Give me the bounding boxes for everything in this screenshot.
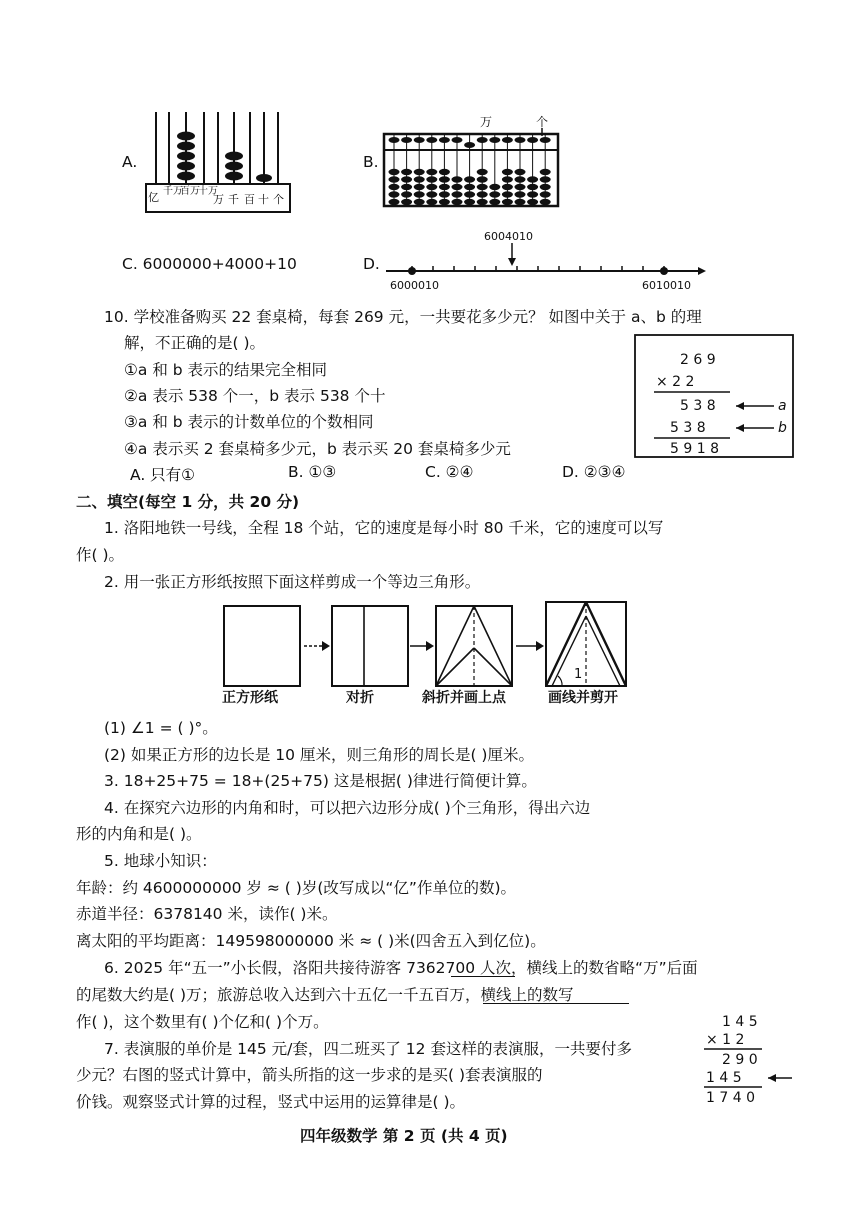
abacus-bead bbox=[527, 137, 538, 143]
abacus-bead bbox=[515, 137, 526, 143]
number-line-figure bbox=[380, 226, 710, 292]
abacus-bead bbox=[389, 199, 400, 205]
abacus-bead bbox=[527, 191, 538, 197]
abacus-bead bbox=[426, 191, 437, 197]
abacus-bead bbox=[414, 199, 425, 205]
calc10-row1: 2 6 9 bbox=[680, 352, 716, 368]
abacus-bead bbox=[502, 184, 513, 190]
abacus-bead bbox=[477, 199, 488, 205]
abacus-a-figure bbox=[140, 108, 292, 218]
q10-choice-b: B. ①③ bbox=[288, 463, 337, 481]
calc10-row2: × 2 2 bbox=[656, 374, 695, 390]
abacus-bead bbox=[414, 169, 425, 175]
abacus-bead bbox=[426, 199, 437, 205]
abacus-a-label: 千万 bbox=[163, 186, 183, 197]
calc10-row4: 5 3 8 bbox=[670, 420, 706, 436]
q6-underline-income bbox=[483, 1003, 629, 1004]
abacus-bead bbox=[452, 176, 463, 182]
number-line-top-label: 6004010 bbox=[484, 230, 533, 243]
fig-label-oblique: 斜折并画上点 bbox=[422, 690, 506, 706]
abacus-bead bbox=[389, 176, 400, 182]
abacus-bead bbox=[477, 184, 488, 190]
abacus-bead bbox=[439, 199, 450, 205]
abacus-bead bbox=[439, 191, 450, 197]
abacus-bead bbox=[489, 199, 500, 205]
abacus-bead bbox=[489, 137, 500, 143]
abacus-bead bbox=[414, 191, 425, 197]
fig-label-square: 正方形纸 bbox=[222, 690, 278, 706]
abacus-bead bbox=[414, 137, 425, 143]
abacus-bead bbox=[389, 191, 400, 197]
q10-option-4: ④a 表示买 2 套桌椅多少元，b 表示买 20 套桌椅多少元 bbox=[124, 440, 511, 458]
abacus-bead bbox=[477, 137, 488, 143]
abacus-bead bbox=[515, 176, 526, 182]
section2-title: 二、填空(每空 1 分，共 20 分) bbox=[76, 493, 300, 511]
s2-q2-sub2: (2) 如果正方形的边长是 10 厘米，则三角形的周长是( )厘米。 bbox=[104, 746, 534, 764]
abacus-a-label: 千 bbox=[228, 193, 239, 206]
abacus-bead bbox=[464, 184, 475, 190]
abacus-bead bbox=[439, 137, 450, 143]
calc10-a-label: a bbox=[778, 398, 787, 414]
q10-option-2: ②a 表示 538 个一，b 表示 538 个十 bbox=[124, 387, 386, 405]
q10-choice-c: C. ②④ bbox=[425, 463, 474, 481]
abacus-bead bbox=[401, 169, 412, 175]
option-b-label: B. bbox=[363, 153, 379, 171]
s2-q3: 3. 18+25+75 = 18+(25+75) 这是根据( )律进行简便计算。 bbox=[104, 772, 537, 790]
s2-q6-line2: 的尾数大约是( )万；旅游总收入达到六十五亿一千五百万，横线上的数写 bbox=[76, 986, 574, 1004]
s2-q7-line3: 价钱。观察竖式计算的过程，竖式中运用的运算律是( )。 bbox=[76, 1093, 466, 1111]
s2-q5-distance: 离太阳的平均距离：149598000000 米 ≈ ( )米(四舍五入到亿位)。 bbox=[76, 932, 546, 950]
abacus-bead bbox=[477, 176, 488, 182]
abacus-bead bbox=[414, 184, 425, 190]
abacus-bead bbox=[540, 191, 551, 197]
abacus-a-label: 百 bbox=[244, 193, 255, 206]
abacus-bead bbox=[515, 184, 526, 190]
abacus-bead bbox=[502, 191, 513, 197]
s2-q4-line2: 形的内角和是( )。 bbox=[76, 825, 202, 843]
abacus-bead bbox=[389, 137, 400, 143]
q6-underline-visitors bbox=[451, 976, 515, 977]
abacus-bead bbox=[401, 184, 412, 190]
calc7-row1: 1 4 5 bbox=[722, 1014, 758, 1030]
abacus-bead bbox=[540, 169, 551, 175]
calc10-row5: 5 9 1 8 bbox=[670, 441, 719, 457]
calc10-b-label: b bbox=[778, 420, 787, 436]
abacus-bead bbox=[464, 199, 475, 205]
abacus-a-label: 个 bbox=[273, 193, 284, 206]
abacus-bead bbox=[540, 199, 551, 205]
abacus-bead bbox=[426, 184, 437, 190]
q10-option-1: ①a 和 b 表示的结果完全相同 bbox=[124, 361, 328, 379]
s2-q7-line1: 7. 表演服的单价是 145 元/套，四二班买了 12 套这样的表演服，一共要付多 bbox=[104, 1040, 632, 1058]
s2-q4-line1: 4. 在探究六边形的内角和时，可以把六边形分成( )个三角形，得出六边 bbox=[104, 799, 591, 817]
s2-q6-line3: 作( )，这个数里有( )个亿和( )个万。 bbox=[76, 1013, 329, 1031]
s2-q2-sub1: (1) ∠1 = ( )°。 bbox=[104, 719, 218, 737]
abacus-a-label: 十万 bbox=[198, 186, 218, 197]
abacus-bead bbox=[439, 184, 450, 190]
calc10-row3: 5 3 8 bbox=[680, 398, 716, 414]
abacus-bead bbox=[540, 176, 551, 182]
abacus-bead bbox=[515, 169, 526, 175]
calc7-row2: × 1 2 bbox=[706, 1032, 745, 1048]
abacus-bead bbox=[426, 176, 437, 182]
abacus-bead bbox=[389, 184, 400, 190]
q10-option-3: ③a 和 b 表示的计数单位的个数相同 bbox=[124, 413, 374, 431]
fig-label-cut: 画线并剪开 bbox=[548, 690, 618, 706]
abacus-bead bbox=[452, 184, 463, 190]
q10-stem-line2: 解，不正确的是( )。 bbox=[124, 334, 266, 352]
abacus-bead bbox=[389, 169, 400, 175]
s2-q7-line2: 少元？右图的竖式计算中，箭头所指的这一步求的是买( )套表演服的 bbox=[76, 1066, 543, 1084]
abacus-bead bbox=[426, 137, 437, 143]
number-line-left-label: 6000010 bbox=[390, 279, 439, 292]
s2-q1-line2: 作( )。 bbox=[76, 546, 125, 564]
q10-choice-a: A. 只有① bbox=[130, 466, 196, 484]
abacus-bead bbox=[527, 199, 538, 205]
abacus-b-ge-label: 个 bbox=[536, 115, 549, 129]
abacus-bead bbox=[527, 184, 538, 190]
abacus-bead bbox=[464, 191, 475, 197]
angle-1-label: 1 bbox=[574, 667, 583, 682]
abacus-bead bbox=[540, 137, 551, 143]
abacus-bead bbox=[439, 176, 450, 182]
abacus-bead bbox=[477, 191, 488, 197]
abacus-b-figure bbox=[380, 112, 560, 212]
abacus-bead bbox=[515, 191, 526, 197]
s2-q5-stem: 5. 地球小知识： bbox=[104, 852, 217, 870]
s2-q1-line1: 1. 洛阳地铁一号线，全程 18 个站，它的速度是每小时 80 千米，它的速度可以写 bbox=[104, 519, 664, 537]
abacus-bead bbox=[414, 176, 425, 182]
abacus-bead bbox=[515, 199, 526, 205]
abacus-bead bbox=[401, 137, 412, 143]
option-a-label: A. bbox=[122, 153, 138, 171]
abacus-bead bbox=[502, 176, 513, 182]
q10-choice-d: D. ②③④ bbox=[562, 463, 626, 481]
abacus-bead bbox=[502, 137, 513, 143]
s2-q2-stem: 2. 用一张正方形纸按照下面这样剪成一个等边三角形。 bbox=[104, 573, 481, 591]
abacus-bead bbox=[489, 191, 500, 197]
abacus-a-label: 十 bbox=[258, 193, 269, 206]
abacus-bead bbox=[401, 191, 412, 197]
calc7-row5: 1 7 4 0 bbox=[706, 1090, 755, 1106]
abacus-a-label: 百万 bbox=[180, 186, 200, 197]
abacus-bead bbox=[527, 176, 538, 182]
calc7-row4: 1 4 5 bbox=[706, 1070, 742, 1086]
fig-label-fold: 对折 bbox=[346, 690, 374, 706]
q10-stem-line1: 10. 学校准备购买 22 套桌椅，每套 269 元，一共要花多少元？ 如图中关于 a、b 的理 bbox=[104, 308, 702, 326]
abacus-bead bbox=[540, 184, 551, 190]
q7-vertical-calc bbox=[700, 1010, 800, 1110]
number-line-right-label: 6010010 bbox=[642, 279, 691, 292]
abacus-bead bbox=[452, 199, 463, 205]
abacus-bead bbox=[452, 137, 463, 143]
option-d-label: D. bbox=[363, 255, 380, 273]
s2-q5-age: 年龄：约 4600000000 岁 ≈ ( )岁(改写成以“亿”作单位的数)。 bbox=[76, 879, 516, 897]
abacus-bead bbox=[401, 199, 412, 205]
s2-q6-line1: 6. 2025 年“五一”小长假，洛阳共接待游客 7362700 人次，横线上的数省略“万”后面 bbox=[104, 959, 698, 977]
abacus-bead bbox=[502, 169, 513, 175]
abacus-bead bbox=[477, 169, 488, 175]
abacus-bead bbox=[464, 142, 475, 148]
abacus-bead bbox=[489, 184, 500, 190]
page-footer: 四年级数学 第 2 页 (共 4 页) bbox=[300, 1127, 508, 1145]
abacus-a-label: 万 bbox=[213, 193, 224, 206]
abacus-bead bbox=[502, 199, 513, 205]
abacus-b-wan-label: 万 bbox=[480, 115, 493, 129]
option-c-text: C. 6000000+4000+10 bbox=[122, 255, 297, 273]
abacus-bead bbox=[401, 176, 412, 182]
q10-vertical-calc-box bbox=[634, 334, 796, 460]
abacus-bead bbox=[452, 191, 463, 197]
abacus-a-label: 亿 bbox=[148, 191, 159, 204]
abacus-bead bbox=[439, 169, 450, 175]
paper-folding-figure bbox=[218, 598, 638, 710]
abacus-bead bbox=[426, 169, 437, 175]
calc7-row3: 2 9 0 bbox=[722, 1052, 758, 1068]
abacus-bead bbox=[464, 176, 475, 182]
s2-q5-radius: 赤道半径：6378140 米，读作( )米。 bbox=[76, 905, 338, 923]
